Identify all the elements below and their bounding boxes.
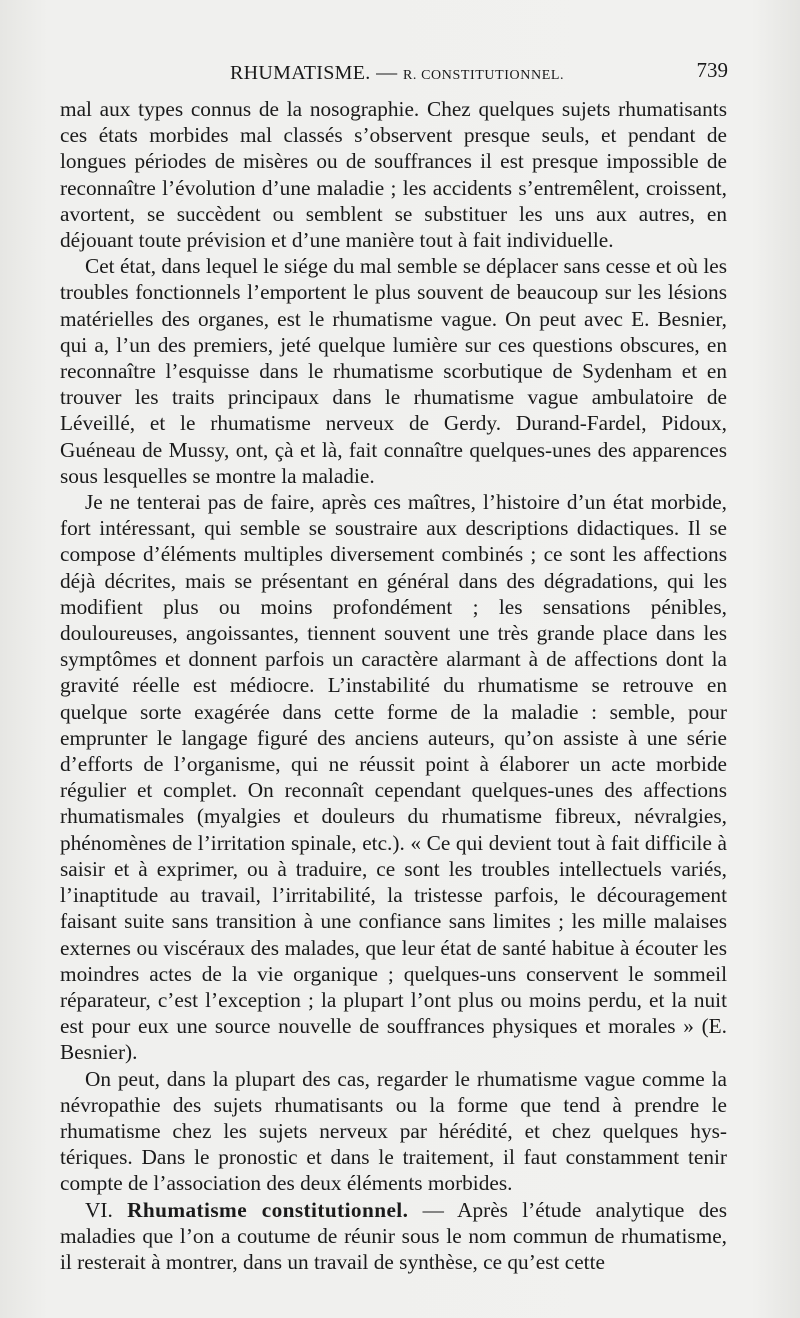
- section-dash: —: [422, 1197, 444, 1222]
- running-header: [60, 56, 728, 88]
- header-subtitle: R. CONSTITUTIONNEL.: [402, 68, 565, 83]
- paragraph-3: Je ne tenterai pas de faire, après ces maîtres, l’histoire d’un état morbide, fort intéressant, qui semble se soustraire aux descriptions didactiques. Il se compose d’éléments multiples diversement combinés ; ce sont les affections déjà décrites, mais se présentant en général dans des dégradations, qui les modifient plus ou moins profondément ; les sensations pénibles, douloureuses, angoissantes, tiennent souvent une très grande place dans les symptômes et donnent parfois un caractère alarmant à de affections dont la gravité réelle est médiocre. L’instabilité du rhumatisme se retrouve en quelque sorte exagérée dans cette forme de la maladie : semble, pour emprunter le langage figuré des anciens auteurs, qu’on assiste à une série d’efforts de l’organisme, qui ne réussit point à élaborer un acte morbide régulier et complet. On reconnaît cependant quelques-unes des affections rhumatismales (myalgies et douleurs du rhumatisme fibreux, névralgies, phénomènes de l’irritation spinale, etc.). « Ce qui devient tout à fait difficile à saisir et à exprimer, ou à traduire, ce sont les troubles intellectuels variés, l’inaptitude au travail, l’irritabilité, la tristesse parfois, le découragement faisant suite sans transition à une confiance sans limites ; les mille malaises externes ou viscéraux des malades, que leur état de santé habitue à écouter les moindres actes de la vie organique ; quelques-uns conservent le sommeil réparateur, c’est l’exception ; la plupart l’ont plus ou moins perdu, et la nuit est pour eux une source nouvelle de souffrances physiques et morales » (E. Besnier).: [60, 490, 727, 1065]
- section-title: Rhumatisme constitutionnel.: [127, 1197, 409, 1222]
- page-body: [60, 96, 727, 1275]
- paragraph-2: Cet état, dans lequel le siége du mal semble se déplacer sans cesse et où les troubles fonctionnels l’emportent le plus souvent de beaucoup sur les lésions matérielles des organes, est le rhumatisme vague. On peut avec E. Besnier, qui a, l’un des premiers, jeté quelque lumière sur ces questions obscures, en reconnaître l’esquisse dans le rhumatisme scorbutique de Sydenham et en trouver les traits principaux dans le rhumatisme vague ambulatoire de Léveillé, et le rhumatisme nerveux de Gerdy. Durand-Fardel, Pidoux, Guéneau de Mussy, ont, çà et là, fait connaître quelques-unes des apparences sous lesquelles se montre la maladie.: [60, 254, 727, 488]
- header-dash: —: [376, 60, 398, 84]
- paragraph-4: On peut, dans la plupart des cas, regarder le rhumatisme vague comme la névropathie des sujets rhumatisants ou la forme que tend à prendre le rhumatisme chez les sujets nerveux par hérédité, et chez quelques hystériques. Dans le pronostic et dans le traitement, il faut constamment tenir compte de l’association des deux éléments morbides.: [60, 1066, 727, 1196]
- header-title: RHUMATISME.: [230, 62, 371, 84]
- page-number: 739: [696, 58, 728, 82]
- section-paragraph: [60, 1197, 727, 1276]
- section-number: VI.: [85, 1197, 113, 1222]
- section-text: Après l’étude analytique des maladies que l’on a coutume de réunir sous le nom commun de rhumatisme, il resterait à montrer, dans un travail de synthèse, ce qu’est cette: [60, 1197, 728, 1274]
- paragraph-1: mal aux types connus de la nosographie. Chez quelques sujets rhumatisants ces états morbides mal classés s’observent presque seuls, et pendant de longues périodes de misères ou de souffrances il est presque impossible de reconnaître l’évolution d’une maladie ; les accidents s’entremêlent, croissent, avortent, se succèdent ou semblent se substituer les uns aux autres, en déjouant toute prévision et d’une manière tout à fait individuelle.: [60, 97, 727, 253]
- running-title: [230, 60, 564, 85]
